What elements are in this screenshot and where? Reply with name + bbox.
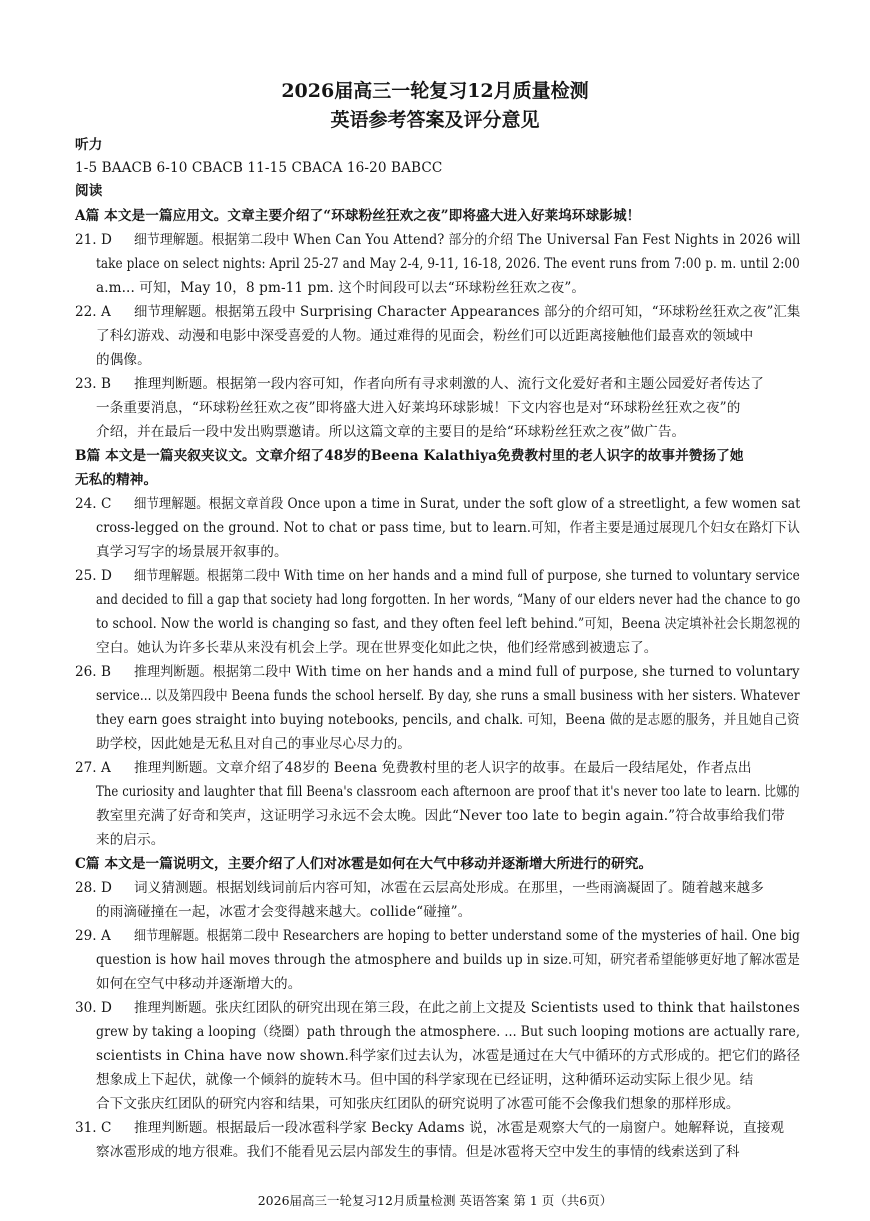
item-line: 助学校，因此她是无私且对自己的事业尽心尽力的。 bbox=[96, 736, 411, 752]
item-line: 细节理解题。根据文章首段 Once upon a time in Surat, under the soft glow of a streetlight, a few women sat bbox=[134, 496, 801, 512]
item-line: cross-legged on the ground. Not to chat or pass time, but to learn.可知，作者主要是通过展现几个妇女在路灯下认 bbox=[96, 520, 800, 536]
item-line: 推理判断题。文章介绍了48岁的 Beena 免费教村里的老人识字的故事。在最后一段结尾处，作者点出 bbox=[134, 760, 752, 776]
item-line: 察冰雹形成的地方很难。我们不能看见云层内部发生的事情。但是冰雹将天空中发生的事情的线索送到了科 bbox=[96, 1144, 740, 1160]
item-number: 22. A bbox=[75, 304, 111, 320]
item-line: 推理判断题。根据第一段内容可知，作者向所有寻求刺激的人、流行文化爱好者和主题公园爱好者传达了 bbox=[134, 376, 764, 392]
item-line: 想象成上下起伏，就像一个倾斜的旋转木马。但中国的科学家现在已经证明，这种循环运动实际上很少见。结 bbox=[96, 1072, 754, 1088]
item-line: 真学习写字的场景展开叙事的。 bbox=[96, 544, 288, 560]
item-line: 细节理解题。根据第二段中 With time on her hands and a mind full of purpose, she turned to voluntary service bbox=[134, 568, 800, 584]
item-number: 23. B bbox=[75, 376, 111, 392]
listening-label: 听力 bbox=[75, 137, 103, 153]
item-line: 了科幻游戏、动漫和电影中深受喜爱的人物。通过难得的见面会，粉丝们可以近距离接触他们最喜欢的领域中 bbox=[96, 328, 754, 344]
item-line: 合下文张庆红团队的研究内容和结果，可知张庆红团队的研究说明了冰雹可能不会像我们想象的那样形成。 bbox=[96, 1096, 740, 1112]
item-number: 29. A bbox=[75, 928, 111, 944]
item-line: 空白。她认为许多长辈从来没有机会上学。现在世界变化如此之快，他们经常感到被遗忘了。 bbox=[96, 640, 658, 656]
item-line: service... 以及第四段中 Beena funds the school herself. By day, she runs a small business with her sisters. Whatever bbox=[96, 688, 800, 704]
item-line: 教室里充满了好奇和笑声，这证明学习永远不会太晚。因此“Never too late to begin again.”符合故事给我们带 bbox=[96, 808, 785, 824]
item-number: 25. D bbox=[75, 568, 112, 584]
item-line: 一条重要消息，“环球粉丝狂欢之夜”即将盛大进入好莱坞环球影城！下文内容也是对“环球粉丝狂欢之夜”的 bbox=[96, 400, 741, 416]
item-number: 28. D bbox=[75, 880, 112, 896]
item-line: 推理判断题。根据最后一段冰雹科学家 Becky Adams 说，冰雹是观察大气的一扇窗户。她解释说，直接观 bbox=[134, 1120, 785, 1136]
item-line: scientists in China have now shown.科学家们过去认为，冰雹是通过在大气中循环的方式形成的。把它们的路径 bbox=[96, 1048, 801, 1064]
item-number: 24. C bbox=[75, 496, 112, 512]
item-number: 21. D bbox=[75, 232, 112, 248]
item-number: 27. A bbox=[75, 760, 111, 776]
item-line: 如何在空气中移动并逐渐增大的。 bbox=[96, 976, 302, 992]
item-line: a.m... 可知，May 10，8 pm-11 pm. 这个时间段可以去“环球粉丝狂欢之夜”。 bbox=[96, 280, 586, 296]
item-line: grew by taking a looping（绕圈）path through the atmosphere. ... But such looping motions are actually rare, bbox=[96, 1024, 801, 1040]
section-c-heading: C篇 本文是一篇说明文，主要介绍了人们对冰雹是如何在大气中移动并逐渐增大所进行的研究。 bbox=[75, 856, 653, 872]
page-footer: 2026届高三一轮复习12月质量检测 英语答案 第 1 页（共6页） bbox=[257, 1193, 613, 1208]
item-line: take place on select nights: April 25-27 and May 2-4, 9-11, 16-18, 2026. The event runs from 7:00 p. m. until 2:00 bbox=[96, 256, 800, 272]
item-line: 细节理解题。根据第二段中 When Can You Attend? 部分的介绍 The Universal Fan Fest Nights in 2026 will bbox=[134, 232, 801, 248]
item-line: they earn goes straight into buying notebooks, pencils, and chalk. 可知，Beena 做的是志愿的服务，并且她自己资 bbox=[96, 712, 800, 728]
item-number: 30. D bbox=[75, 1000, 112, 1016]
item-line: 推理判断题。根据第二段中 With time on her hands and a mind full of purpose, she turned to voluntary bbox=[134, 664, 800, 680]
item-line: 介绍，并在最后一段中发出购票邀请。所以这篇文章的主要目的是给“环球粉丝狂欢之夜”做广告。 bbox=[96, 424, 686, 440]
section-b-heading: B篇 本文是一篇夹叙夹议文。文章介绍了48岁的Beena Kalathiya免费教村里的老人识字的故事并赞扬了她 bbox=[75, 448, 744, 464]
item-line: 词义猜测题。根据划线词前后内容可知，冰雹在云层高处形成。在那里，一些雨滴凝固了。随着越来越多 bbox=[134, 880, 764, 896]
item-number: 26. B bbox=[75, 664, 111, 680]
item-line: The curiosity and laughter that fill Beena's classroom each afternoon are proof that it's never too late to learn. 比娜的 bbox=[96, 784, 800, 800]
item-line: and decided to fill a gap that society had long forgotten. In her words, “Many of our elders never had the chance to go bbox=[96, 592, 801, 608]
item-line: 推理判断题。张庆红团队的研究出现在第三段，在此之前上文提及 Scientists used to think that hailstones bbox=[134, 1000, 800, 1016]
item-line: 的偶像。 bbox=[96, 352, 151, 368]
item-line: 细节理解题。根据第二段中 Researchers are hoping to better understand some of the mysteries of hail. One big bbox=[134, 928, 800, 944]
item-line: 的雨滴碰撞在一起，冰雹才会变得越来越大。collide“碰撞”。 bbox=[96, 904, 472, 920]
page-subtitle: 英语参考答案及评分意见 bbox=[330, 109, 540, 131]
listening-answers: 1-5 BAACB 6-10 CBACB 11-15 CBACA 16-20 BABCC bbox=[75, 160, 443, 176]
item-line: to school. Now the world is changing so fast, and they often feel left behind.”可知，Beena 决定填补社会长期忽视的 bbox=[96, 616, 801, 632]
item-line: 来的启示。 bbox=[96, 832, 165, 848]
item-line: 细节理解题。根据第五段中 Surprising Character Appearances 部分的介绍可知，“环球粉丝狂欢之夜”汇集 bbox=[134, 304, 801, 320]
reading-label: 阅读 bbox=[75, 183, 103, 199]
item-line: question is how hail moves through the atmosphere and builds up in size.可知，研究者希望能够更好地了解冰雹是 bbox=[96, 952, 800, 968]
section-a-heading: A篇 本文是一篇应用文。文章主要介绍了“环球粉丝狂欢之夜”即将盛大进入好莱坞环球影城！ bbox=[75, 208, 641, 224]
page-title: 2026届高三一轮复习12月质量检测 bbox=[281, 80, 589, 102]
item-number: 31. C bbox=[75, 1120, 112, 1136]
section-b-heading-cont: 无私的精神。 bbox=[75, 472, 158, 488]
